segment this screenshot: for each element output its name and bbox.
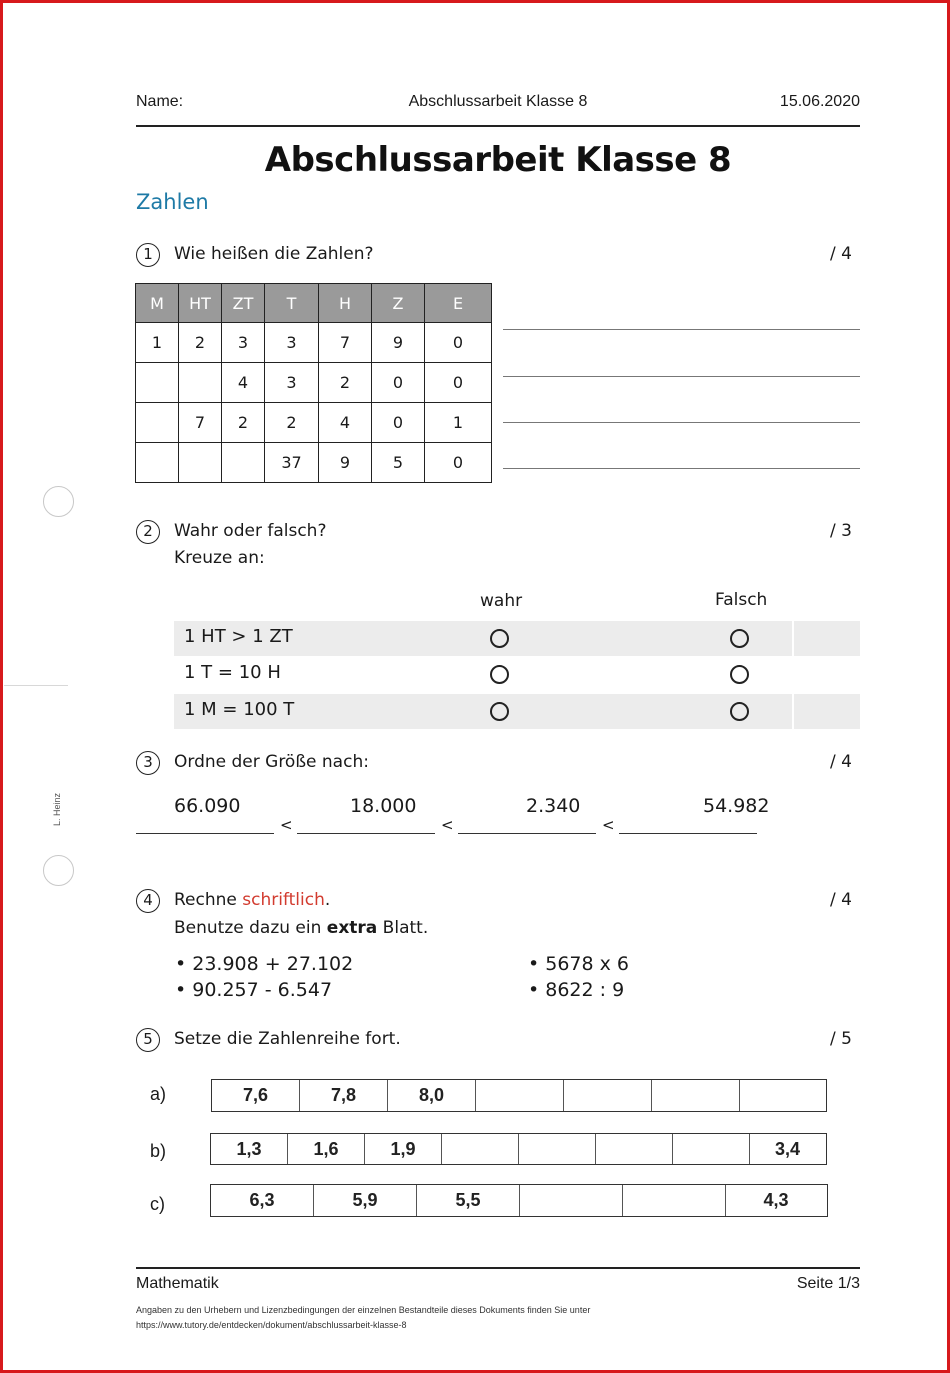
table-row <box>136 363 492 403</box>
task-item: • 23.908 + 27.102 <box>175 953 354 975</box>
sequence-cell-blank[interactable] <box>623 1185 726 1216</box>
table-cell: 4 <box>222 363 265 403</box>
order-answer-line[interactable] <box>297 833 435 834</box>
column-header: M <box>136 284 179 323</box>
sequence-cell: 1,6 <box>288 1134 365 1164</box>
subtext-part: Benutze dazu ein <box>174 918 327 938</box>
sequence-cell: 3,4 <box>774 1138 801 1159</box>
question-subtext: Kreuze an: <box>174 548 265 568</box>
task-text: 90.257 - 6.547 <box>192 979 333 1001</box>
license-note: Angaben zu den Urhebern und Lizenzbedingungen der einzelnen Bestandteile dieses Dokuments finden Sie unter <box>136 1305 591 1315</box>
sequence-cell: 6,3 <box>211 1185 314 1216</box>
page-title: Abschlussarbeit Klasse 8 <box>264 140 732 180</box>
table-cell: 1 <box>425 403 492 443</box>
false-option-circle[interactable] <box>730 665 749 684</box>
number-to-order: 2.340 <box>526 795 581 817</box>
table-cell <box>222 443 265 483</box>
column-header: E <box>425 284 492 323</box>
false-option-circle[interactable] <box>730 629 749 648</box>
table-cell: 2 <box>265 403 319 443</box>
points: / 5 <box>830 1029 852 1049</box>
table-row <box>136 403 492 443</box>
highlight-word: schriftlich <box>242 890 325 910</box>
answer-line[interactable] <box>503 329 860 330</box>
question-number: 1 <box>136 243 160 267</box>
statement-text: 1 T = 10 H <box>184 662 281 683</box>
question-number: 2 <box>136 520 160 544</box>
question-text: Wahr oder falsch? <box>174 521 327 541</box>
answer-line[interactable] <box>503 376 860 377</box>
header-title: Abschlussarbeit Klasse 8 <box>408 93 588 110</box>
sequence-row-c <box>210 1184 828 1217</box>
table-cell: 0 <box>425 323 492 363</box>
points: / 4 <box>830 752 852 772</box>
sequence-cell-blank[interactable] <box>596 1134 673 1164</box>
answer-line[interactable] <box>503 468 860 469</box>
task-item: • 90.257 - 6.547 <box>175 979 333 1001</box>
row-label: b) <box>150 1141 167 1161</box>
column-header: T <box>265 284 319 323</box>
column-header: HT <box>179 284 222 323</box>
task-text: 5678 x 6 <box>545 953 630 975</box>
statement-text: 1 HT > 1 ZT <box>184 626 293 647</box>
table-cell: 3 <box>222 323 265 363</box>
table-cell: 4 <box>319 403 372 443</box>
sequence-cell-blank[interactable] <box>652 1080 740 1111</box>
question-text: Ordne der Größe nach: <box>174 752 369 772</box>
order-answer-line[interactable] <box>136 833 274 834</box>
table-cell: 3 <box>265 323 319 363</box>
table-cell: 0 <box>425 443 492 483</box>
false-option-circle[interactable] <box>730 702 749 721</box>
column-header: ZT <box>222 284 265 323</box>
less-than-sign: < <box>602 816 615 834</box>
number-to-order: 66.090 <box>174 795 241 817</box>
question-text: Setze die Zahlenreihe fort. <box>174 1029 401 1049</box>
punch-hole-bottom <box>43 855 74 886</box>
row-divider <box>792 694 794 729</box>
author-note: L. Heinz <box>52 792 62 826</box>
column-header: Z <box>372 284 425 323</box>
table-row <box>136 443 492 483</box>
table-row <box>136 323 492 363</box>
table-cell <box>179 363 222 403</box>
question-text-part: . <box>324 890 331 910</box>
sequence-cell-blank[interactable] <box>740 1080 825 1111</box>
table-cell <box>136 443 179 483</box>
table-cell: 9 <box>372 323 425 363</box>
sequence-cell: 1,3 <box>211 1134 288 1164</box>
sequence-cell-blank[interactable] <box>442 1134 519 1164</box>
statement-row <box>174 657 860 692</box>
header-rule <box>136 125 860 127</box>
sequence-row-b <box>210 1133 827 1165</box>
table-cell: 7 <box>319 323 372 363</box>
header-date: 15.06.2020 <box>779 93 860 110</box>
table-cell <box>179 443 222 483</box>
true-option-circle[interactable] <box>490 665 509 684</box>
table-cell: 3 <box>265 363 319 403</box>
statement-text: 1 M = 100 T <box>184 699 295 720</box>
task-text: 8622 : 9 <box>545 979 625 1001</box>
license-url[interactable]: https://www.tutory.de/entdecken/dokument/abschlussarbeit-klasse-8 <box>136 1320 407 1330</box>
table-cell: 7 <box>179 403 222 443</box>
bold-word: extra <box>326 918 378 938</box>
sequence-cell: 1,9 <box>365 1134 442 1164</box>
table-cell: 5 <box>372 443 425 483</box>
order-answer-line[interactable] <box>458 833 596 834</box>
sequence-cell: 7,8 <box>300 1080 388 1111</box>
sequence-cell-blank[interactable] <box>564 1080 652 1111</box>
question-text <box>174 890 330 910</box>
points: / 4 <box>830 244 852 264</box>
sequence-cell: 5,9 <box>314 1185 417 1216</box>
table-cell: 2 <box>179 323 222 363</box>
table-cell: 2 <box>319 363 372 403</box>
name-label: Name: <box>136 93 184 110</box>
statement-row <box>174 621 860 656</box>
table-cell: 0 <box>372 403 425 443</box>
row-label: c) <box>150 1194 165 1214</box>
punch-hole-top <box>43 486 74 517</box>
sequence-cell: 8,0 <box>388 1080 476 1111</box>
number-to-order: 18.000 <box>350 795 417 817</box>
task-text: 23.908 + 27.102 <box>192 953 354 975</box>
column-true-label: wahr <box>480 591 523 611</box>
table-header-row <box>136 284 492 323</box>
question-number: 5 <box>136 1028 160 1052</box>
task-item: • 8622 : 9 <box>528 979 625 1001</box>
table-cell: 0 <box>425 363 492 403</box>
statement-row <box>174 694 860 729</box>
true-option-circle[interactable] <box>490 629 509 648</box>
footer-subject: Mathematik <box>136 1275 219 1292</box>
sequence-cell-blank[interactable] <box>519 1134 596 1164</box>
table-cell: 2 <box>222 403 265 443</box>
less-than-sign: < <box>280 816 293 834</box>
place-value-table <box>135 283 492 483</box>
column-header: H <box>319 284 372 323</box>
column-false-label: Falsch <box>715 590 768 610</box>
points: / 4 <box>830 890 852 910</box>
row-label: a) <box>150 1084 167 1104</box>
table-cell: 37 <box>265 443 319 483</box>
sequence-cell: 4,3 <box>763 1190 789 1210</box>
question-text: Wie heißen die Zahlen? <box>174 244 374 264</box>
number-to-order: 54.982 <box>703 795 770 817</box>
answer-line[interactable] <box>503 422 860 423</box>
table-cell: 9 <box>319 443 372 483</box>
less-than-sign: < <box>441 816 454 834</box>
sequence-cell: 5,5 <box>417 1185 520 1216</box>
question-subtext <box>174 918 428 938</box>
row-divider <box>792 621 794 656</box>
footer-rule <box>136 1267 860 1269</box>
table-cell: 0 <box>372 363 425 403</box>
true-option-circle[interactable] <box>490 702 509 721</box>
question-number: 3 <box>136 751 160 775</box>
order-answer-line[interactable] <box>619 833 757 834</box>
points: / 3 <box>830 521 852 541</box>
table-cell: 1 <box>136 323 179 363</box>
subtext-part: Blatt. <box>377 918 429 938</box>
question-number: 4 <box>136 889 160 913</box>
table-cell <box>136 403 179 443</box>
table-cell <box>136 363 179 403</box>
sequence-cell-blank[interactable] <box>476 1080 564 1111</box>
sequence-cell-blank[interactable] <box>673 1134 750 1164</box>
footer-page-number: Seite 1/3 <box>796 1275 860 1292</box>
sequence-row-a <box>211 1079 827 1112</box>
task-item: • 5678 x 6 <box>528 953 630 975</box>
section-heading: Zahlen <box>136 190 209 214</box>
question-text-part: Rechne <box>174 890 243 910</box>
fold-mark <box>4 685 68 686</box>
sequence-cell-blank[interactable] <box>520 1185 623 1216</box>
sequence-cell: 7,6 <box>212 1080 300 1111</box>
